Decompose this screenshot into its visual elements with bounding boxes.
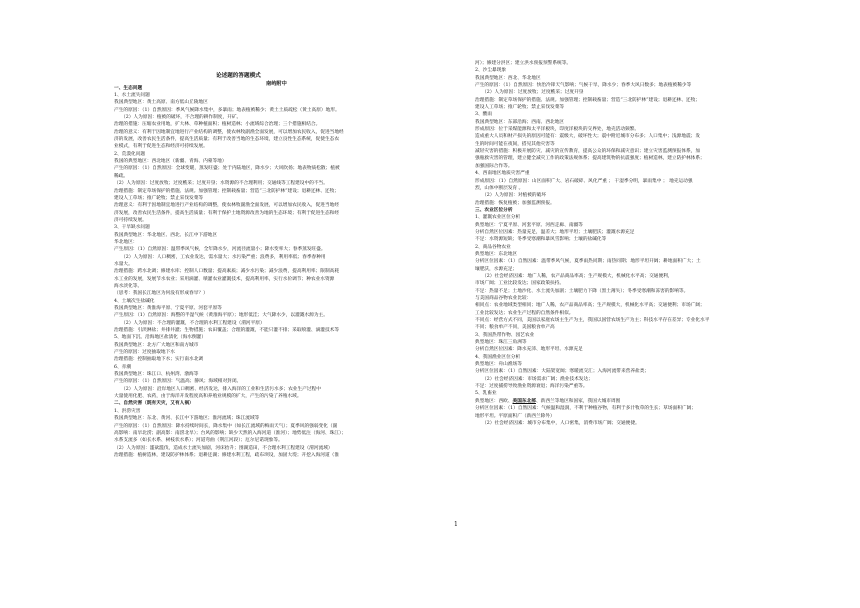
text-line: 减轻灾害的措施：积极开展防灾、减灾的宣传教育，提高公众的环保和减灾意识；建立灾害监测预报体系，加 (475, 149, 701, 155)
text-line: （2）社会经济因素：市场需求广阔；渔业技术发达； (475, 376, 593, 382)
text-line: 济的发展，改善农民生活条件，提高生活质量；有利于改善当地的生态环境，建立良性生态系统，促使生态农 (114, 137, 340, 143)
text-line: 分析自然区位因素：降水充沛、地形平坦、水源充足 (475, 347, 583, 353)
text-line: 我国的典型地区：西北地区（新疆、青海、内蒙等地） (114, 159, 227, 165)
text-line: 我国典型地区：黄淮海平原、宁夏平原、河套平原等 (114, 306, 222, 311)
text-line: 治理措施：控制抽取地下水；实行南水北调 (114, 357, 204, 363)
text-line: 河）；修建分洪区；建立洪水预报预警系统等。 (475, 61, 572, 66)
text-line: 加强国际合作等。 (475, 163, 513, 169)
text-line: 水系支流多（如长水系、树枝状水系）；河道弯曲（荆江河段）；厄尔尼诺现象等。 (114, 438, 283, 444)
section-heading: 二、自然灾害（既有天灾，又有人祸） (114, 401, 194, 407)
text-line: 分析区位因素：（1）自然因素：温带季风气候，夏季雨热同期；雨热同期；地形平坦开阔；耕地面积广大；土 (475, 259, 701, 265)
text-line: 市场广阔；工业比较发达；国家政策扶持。 (475, 281, 565, 287)
spacer-line (114, 70, 446, 77)
text-line: 强瓶救灾害的管理，建立健全减灾工作的政策法规体系；提高建筑物的抗震强度；植树造林，建立防护林体系； (475, 156, 705, 162)
section-heading: 三、农业区位分析 (475, 207, 513, 213)
text-line: 高影响：南旱北涝；副高影：南涝北旱）；台风的影响；缺少天然的入海河道（淮河）；地势低注（海河、珠江）； (114, 430, 347, 436)
text-line: （2）人为原因：对植被的破坏 (475, 193, 546, 199)
section-heading: 4、西南地区地质灾害严重 (475, 171, 530, 177)
text-line: （2）人为原因：过度放牧；过度樵采；过度开垦 (475, 90, 584, 96)
section-heading: 1、灌溉农业区位分析 (475, 215, 521, 221)
text-line: 不同；粮食单产不同，美国粮食单产高 (475, 325, 555, 331)
section-heading: 3、酸雨 (475, 112, 493, 118)
text-line: 治理的意义：有利于因地制宜地进行产业结构的调整，使农林牧副渔全面发展，可以增加农民收入，促进当地经 (114, 129, 344, 135)
text-line: 典型地区：珠江三角洲等 (475, 340, 527, 346)
text-line-highlight: 典型地区：西欧、美国东北部、新西兰等地区和国家，我国大城市周围 (475, 398, 621, 404)
text-line: 大量使用化肥、农药，由于海洋开发程度高和养殖业规模的扩大，产生的污染了养殖水域。 (114, 394, 302, 400)
text-line: （思考：我国长江地区为何没有形成春旱？） (114, 291, 208, 297)
text-line: 典型地区：东北地区 (475, 251, 518, 257)
text-line: 我国典型地区：东北、黄河、长江中下游地区；淮河流域；珠江流域等 (114, 416, 260, 422)
text-line: 不足：水资源短缺；冬季受寒潮和暴风雪影响；土壤的盐碱化等 (475, 237, 607, 243)
text-line: 形成原因：位于采煤能源和太平洋板块，印度洋板块的交界处，地壳活动频繁。 (475, 127, 640, 133)
section-heading: 一、生态问题 (114, 85, 143, 91)
text-line: 华北地区： (114, 239, 138, 245)
text-line: 稀疏。 (114, 173, 129, 179)
highlighted-term: 美国东北部 (512, 398, 536, 404)
text-line: 相同点：农业地域类型相同；地广人稀，农产品商品率高；生产规模大，机械化水平高；交通便利；市场广阔； (475, 303, 705, 309)
text-line: （2）人为原因：滥砍滥伐，造成水土流失加剧，河床抬升；围湖造田，不合理水利工程建设（渭河流域） (114, 445, 333, 451)
text-line: （2）人为原因：植被的破坏，不合理的耕作制度，开矿。 (114, 115, 242, 121)
text-line: 分析区位因素：（1）自然因素：气候温和湿润，不利于种植谷物，有利于多汁牧草的生长；草场面积广阔； (475, 406, 696, 412)
text-line: 水工业的发展，发展节水农业；采用滴灌、喷灌农业灌溉技术，提高利用率，实行水价调节；种农业水资源 (114, 276, 335, 282)
text-line: 产生原因：（1）自然原因：温带季风气候，全年降水少，河流径流量小；降水变率大；春季蒸发旺盛。 (114, 247, 326, 253)
document-title: 论述题的答题模式 (216, 73, 261, 79)
left-column (114, 70, 446, 459)
text-line: 治理意义：有利于因地制宜地进行产业结构的调整，使农林牧副渔全面发展，可以增加农民收入，促进当地经 (114, 203, 340, 209)
text-line: 分析区位因素：（1）自然因素：大陆架宽阔；寒暖流交汇；入海河流带来营养盐类； (475, 369, 650, 375)
text-line: （2）人为原因：过度放牧；过度樵采；过度开垦；水资源的不合理利用；交通线等工程建设中的不当。 (114, 181, 328, 187)
section-heading: 5、地面下沉、沿海地区盐渍化（海水倒灌） (114, 335, 207, 341)
school-name: 南屿附中 (266, 81, 287, 87)
text-line: 不足：热量不足；土地沙化、水土流失加剧；土壤肥力下降（黑土薄失）；冬季受寒潮和冻害的影响等。 (475, 288, 689, 294)
text-line: 业模式，有利于促进生态和经济可持续发展。 (114, 144, 208, 150)
text-line: 我国典型地区：西北、华北地区 (475, 75, 541, 81)
text-line: 形成原因：（1）自然原因：山区面积广大、岩石破碎、风化严重 ； 干湿季分明，暴雨集中 ； 地壳运动强 (475, 178, 693, 184)
text-line: 我国典型地区：东部沿海；西南、西北地区 (475, 119, 565, 125)
text-line: 我国典型地区：黄土高原、南方低山丘陵地区 (114, 100, 208, 106)
text-line: 生的时间可能在夜间，搭见其他灾害等 (475, 141, 555, 147)
text-line: 烈，山体中断层发育 。 (475, 185, 524, 191)
section-heading: 6、赤潮 (114, 364, 132, 370)
text-line: 地形平坦。平原面积广（新西兰除外） (475, 413, 555, 419)
text-line: 与美国商品谷物农业比较： (475, 296, 532, 301)
text-line: 治理的措施：压缩农业用地，扩大林、草种植面积；植树造林；小流域综合治理；三个措施相结合。 (114, 122, 321, 128)
text-line: 不同点：经营方式不同，美国以家庭农场主生产为主，我国以国营农场生产为主；科技水平存在差异；专业化水平 (475, 318, 710, 324)
text-line: 海水淡化等。 (114, 283, 143, 289)
section-heading: 2、荒漠化问题 (114, 151, 146, 157)
text-line: 我国典型地区：华北地区、西北、长江中下游地区 (114, 232, 218, 238)
text-line: 产生的原因：（1）自然原因：季风气候降水集中，多暴雨；地表植被稀少；黄土土质疏松（黄土高原）地形。 (114, 107, 340, 113)
text-line: （2）社会经济因素：城市分布集中，人口密集，消费市场广阔；交通便捷。 (475, 420, 640, 426)
text-line: 治理措施：植树造林，建设防护林体系；退耕还湖；修建水利工程，疏布坝设，加固大堤；开挖入海河道（淮 (114, 452, 340, 458)
text-line: 壤肥沃，水源充足； (475, 266, 518, 272)
section-heading: 3、干旱缺水问题 (114, 225, 150, 231)
text-line: 我国典型地区：珠江口、杭州湾、渤海等 (114, 372, 199, 378)
text-line: 治理措施：引淡淋盐；井排井灌；生物措施；农田覆盖；合理的灌溉，不能只灌不排；采取喷灌、滴灌技术等 (114, 328, 340, 334)
text-line: （2）人为原因：沿岸地区人口稠密、经济发达，排入海洋的工业和生活污水多；农业生产过程中 (114, 386, 321, 392)
section-heading: 1、水土流失问题 (114, 93, 150, 99)
text-line: 水量大。 (114, 261, 133, 267)
text-line: 造成重大人员和财产损失的原因可能有：震级大，破坏性大；震中附近城市分布多；人口集中；浅源地震；发 (475, 134, 701, 140)
text-line: 济发展，改善农民生活条件，提高生活质量；有利于保护土地资源改善为地的生态环境；有利于促进生态和经 (114, 210, 340, 216)
section-heading: 4、我国渔业区位分析 (475, 354, 521, 360)
spacer-line (114, 77, 446, 84)
text-line: 产生的原因：（1）自然原因：气温高；静风；海域相对封闭。 (114, 379, 242, 385)
text-line: 分析自然区位因素：热量充足，温差大；地形平坦；土壤肥沃；灌溉水源充足 (475, 229, 635, 235)
page-number: 1 (454, 521, 458, 528)
text-line: 产生的原因：过度抽取地下水 (114, 350, 175, 356)
section-heading: 1、洪涝灾害 (114, 408, 141, 414)
text-line: （2）社会经济因素：地广人稀，农产品商品率高；生产规模大，机械化水平高；交通便利， (475, 273, 673, 279)
text-line: （2）人为原因：人口稠密，工农业发达，需水量大；水污染严重；浪费多，利用率低；春季春种用 (114, 254, 326, 260)
section-heading: 3、我国热带作物、园艺农业 (475, 332, 535, 338)
text-line: 治理措施：跨水北调；修建水库；控制人口数量；提高素质；减少水污染；减少浪费，提高利用率；限制高耗 (114, 269, 340, 275)
text-line: 建设人工草场；推广轮牧；禁止采伐发菜等 (475, 105, 565, 111)
section-heading: 2、商品谷物农业 (475, 244, 511, 250)
text-line: 典型地区：宁夏平原、河套平原、河西走廊、南疆等 (475, 222, 583, 228)
text-line: 治理措施：制定草场保护的措施、法规。加强管理；控制载畜量；营造“三北防护林”建设；退耕还林、还牧； (475, 97, 701, 103)
text-line: 典型地区：舟山渔场等 (475, 362, 522, 368)
text-line: 济可持续发展。 (114, 217, 147, 223)
right-column (475, 60, 807, 427)
text-line: 建设人工草场；推广轮牧；禁止采伐发菜等 (114, 195, 204, 201)
text-line: 不足：过度捕捞导致渔业资源衰退；海洋污染严重等。 (475, 384, 588, 390)
section-heading: 2、沙尘暴现象 (475, 68, 507, 74)
text-line: 治理措施：制定草场保护的措施、法规。加强管理；控制载畜量；营造“三北防护林”建设；退耕还林、还牧； (114, 188, 340, 194)
text-line: 产生原因：（1）自然原因：海整的半湿气候（黄淮海平原）；地形低洼；大气降水少，以灌溉水源为主。 (114, 313, 328, 319)
text-line: 产生的原因：（1）自然原因：快治冷锋天气影响；气候干旱，降水少；春季大风日数多；地表植被稀少等 (475, 83, 692, 89)
section-heading: 5、乳畜业 (475, 391, 497, 397)
text-line: 我国典型地区：北方广大地区和南方城市 (114, 342, 199, 348)
section-heading: 4、土壤次生盐碱化 (114, 298, 155, 304)
text-line: 工业比较发达；农业生产过程的自然条件相似。 (475, 310, 574, 316)
text-line: 产生的原因：（1）自然原因：全球变暖，蒸发旺盛；处于内陆地区，降水少；大风吹扬；地表物质松散；植被 (114, 166, 340, 172)
text-line: 治理措施：恢复植被；加强监测预报。 (475, 200, 555, 206)
text-line: （2）人为原因：不合理的灌溉，不合理的水利工程建设（渭河平原） (114, 320, 265, 326)
text-line: 产生的原因：（1）自然原因：降水持续时间长，降水集中（如长江流域的梅雨天气）；夏季风的强弱变化（副 (114, 423, 338, 429)
